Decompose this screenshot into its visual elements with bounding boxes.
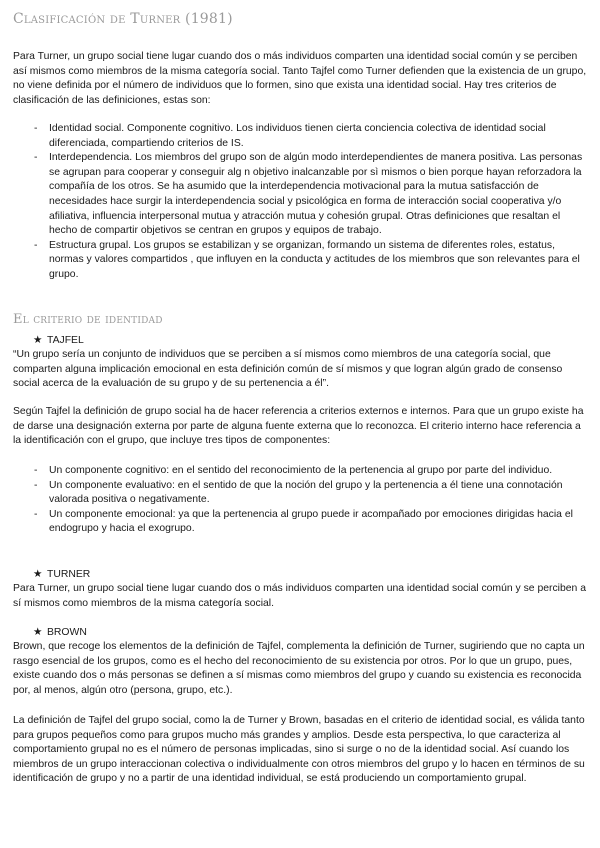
star-icon: ★ xyxy=(33,627,43,638)
section-heading-turner-classification: Clasificación de Turner (1981) xyxy=(13,11,233,27)
list-item: - Un componente evaluativo: en el sentido de que la noción del grupo y la pertenencia a él tiene una connotación valorada positiva o negativamente. xyxy=(13,479,587,508)
tajfel-paragraph: Según Tajfel la definición de grupo social ha de hacer referencia a criterios externos e internos. Para que un grupo existe ha de darse una designación externa por parte de alguna fuente externa que lo reconozca. El criterio interno hace referencia a la identificación con el grupo, que incluye tres tipos de componentes: xyxy=(13,406,584,447)
star-icon: ★ xyxy=(33,569,43,580)
list-item: - Un componente cognitivo: en el sentido del reconocimiento de la pertenencia al grupo por parte del individuo. xyxy=(13,464,587,479)
subheading-label: TAJFEL xyxy=(47,335,84,346)
section-heading-identity-criterion: El criterio de identidad xyxy=(13,312,163,327)
brown-paragraph: Brown, que recoge los elementos de la definición de Tajfel, complementa la definición de Turner, sugiriendo que no capta un rasgo esencial de los grupos, como es el hecho del reconocimiento de su existencia por otros. Por lo que un grupo, pues, existe cuando dos o más personas se definen a sí mismas como miembros del grupo y cuando su existencia es reconocida por, al menos, algún otro (persona, grupo, etc.). xyxy=(13,641,585,696)
subheading-brown xyxy=(33,626,87,641)
list-item: - Un componente emocional: ya que la pertenencia al grupo puede ir acompañado por emociones dirigidas hacia el endogrupo y hacia el exogrupo. xyxy=(13,508,587,537)
criteria-list xyxy=(13,122,587,283)
subheading-label: BROWN xyxy=(47,627,87,638)
intro-paragraph: Para Turner, un grupo social tiene lugar cuando dos o más individuos comparten una identidad social común y se perciben así mismos como miembros de la misma categoría social. Tanto Tajfel como Turner defienden que la existencia de un grupo, no viene definida por el número de individuos que lo formen, sino que exista una identidad social. Hay tres criterios de clasificación de las definiciones, estas son: xyxy=(13,51,587,106)
star-icon: ★ xyxy=(33,335,43,346)
turner-paragraph: Para Turner, un grupo social tiene lugar cuando dos o más individuos comparten una identidad social común y se perciben a sí mismos como miembros de la misma categoría social. xyxy=(13,583,586,609)
subheading-label: TURNER xyxy=(47,569,91,580)
list-item: - Interdependencia. Los miembros del grupo son de algún modo interdependientes de manera positiva. Las personas se agrupan para cooperar y conseguir alg n objetivo inalcanzable por sì mismos o bien porque hayan reforzadora la compañía de los otros. Se ha asumido que la interdependencia motivacional para la mutua satisfacción de necesidades hace surgir la interdependencia social y psicológica en forma de interacción social cooperativa y/o afiliativa, influencia interpersonal mutua y atracción mutua y cohesión grupal. Otras definiciones que resaltan el hecho de compartir objetivos se centran en grupos y equipos de trabajo. xyxy=(13,151,587,239)
subheading-turner xyxy=(33,568,90,583)
tajfel-quote: “Un grupo sería un conjunto de individuos que se perciben a sí mismos como miembros de una categoría social, que comparten alguna implicación emocional en esta definición común de sí mismos y que logran algún grado de consenso social acerca de la evaluación de su grupo y de su pertenencia a él”. xyxy=(13,349,563,390)
components-list xyxy=(13,464,587,537)
list-item: - Estructura grupal. Los grupos se estabilizan y se organizan, formando un sistema de diferentes roles, estatus, normas y valores compartidos , que influyen en la conducta y actitudes de los miembros que son relevantes para el grupo. xyxy=(13,239,587,283)
subheading-tajfel xyxy=(33,334,84,349)
closing-paragraph: La definición de Tajfel del grupo social, como la de Turner y Brown, basadas en el criterio de identidad social, es válida tanto para grupos pequeños como para grupos mucho más grandes y amplios. Desde esta perspectiva, lo que caracteriza al comportamiento grupal no es el número de personas implicadas, sino si surge o no de la identidad social. Así cuando los miembros de un grupo interaccionan colectiva o individualmente con otros miembros del grupo y lo hacen en términos de su identificación de grupo y no a partir de una identidad individual, se está produciendo un comportamiento grupal. xyxy=(13,715,585,785)
list-item: - Identidad social. Componente cognitivo. Los individuos tienen cierta conciencia colectiva de identidad social diferenciada, compartiendo criterios de IS. xyxy=(13,122,587,151)
